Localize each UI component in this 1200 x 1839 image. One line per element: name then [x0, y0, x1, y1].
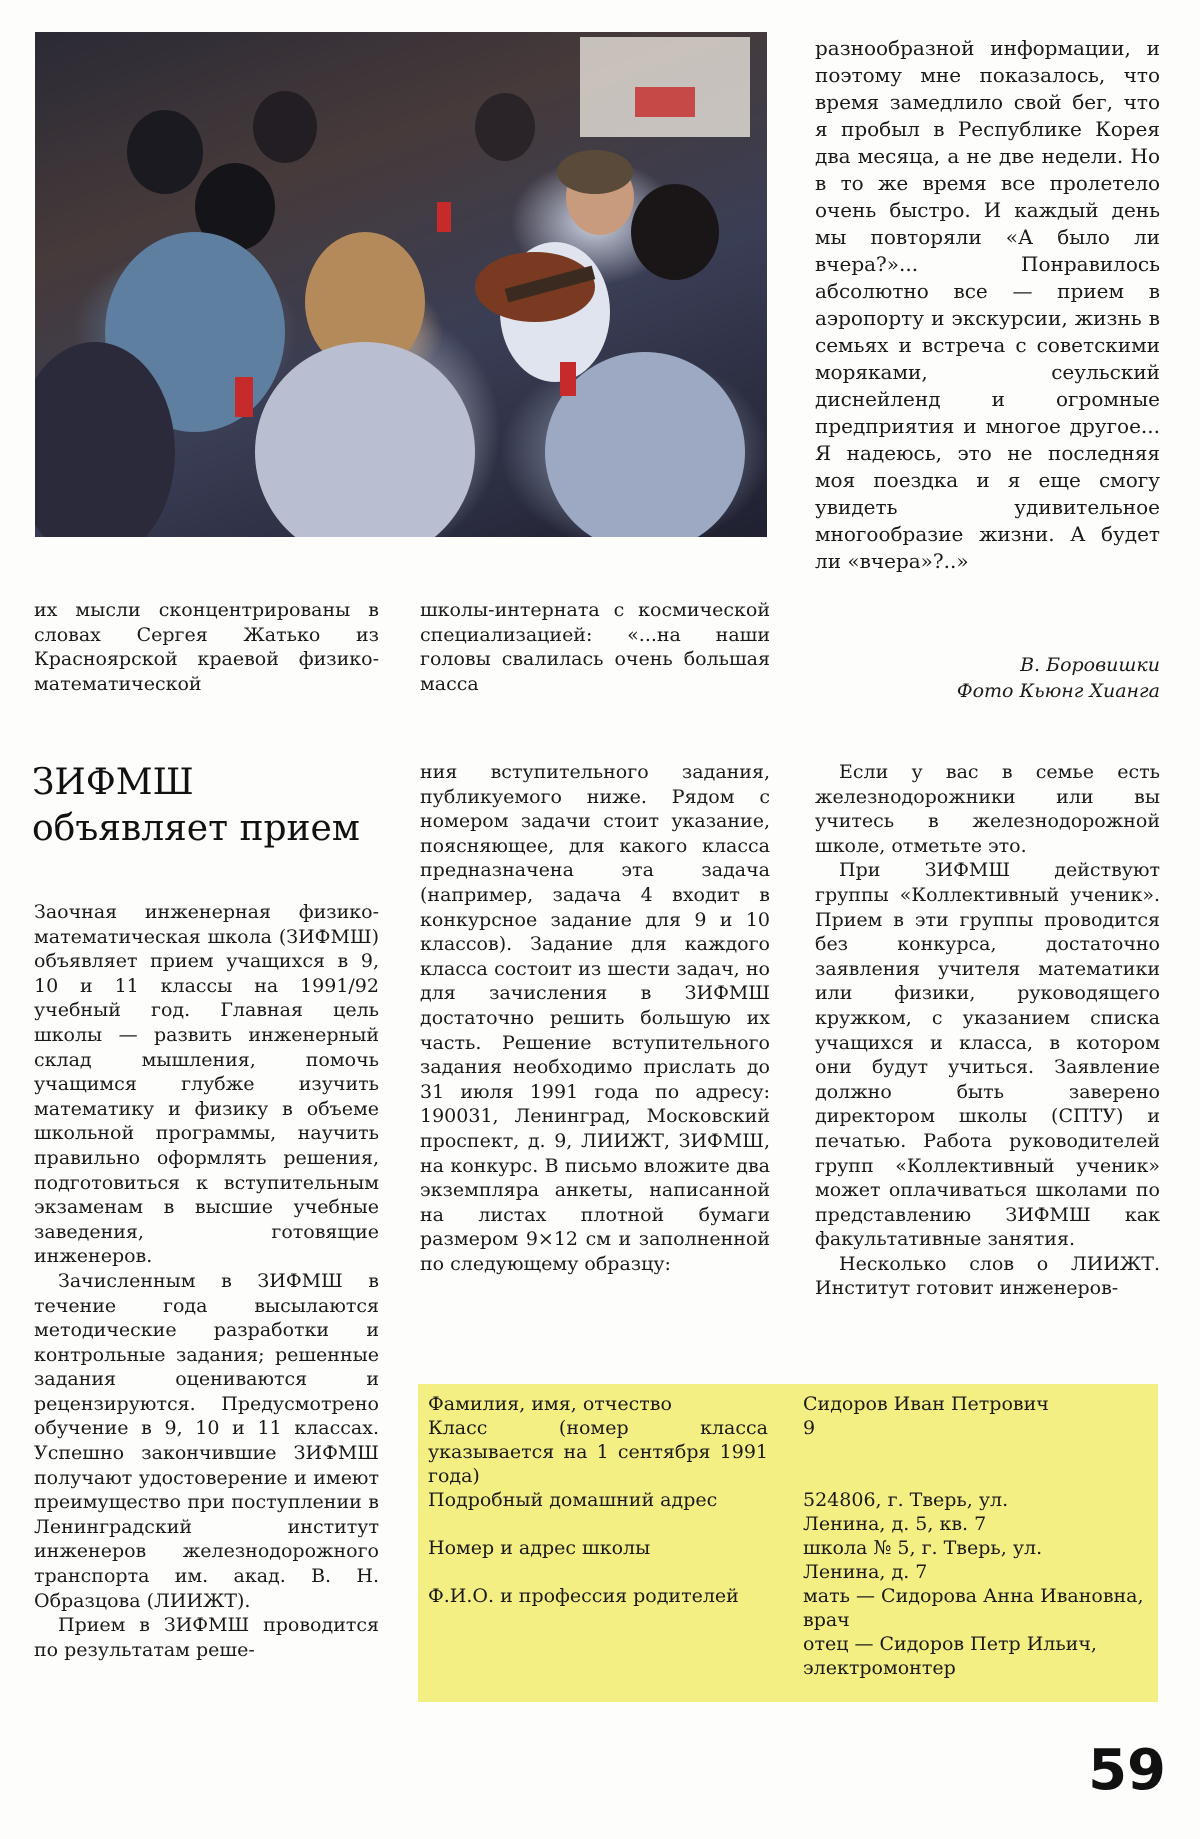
form-value-parents: мать — Сидорова Анна Ивановна, врач отец — Сидоров Петр Ильич, электромонтер [803, 1585, 1144, 1679]
article-col3-p3: Несколько слов о ЛИИЖТ. Институт готовит инженеров- [815, 1252, 1160, 1300]
form-label-address: Подробный домашний адрес [428, 1489, 718, 1511]
top-article-col2-text: школы-интерната с космической специализацией: «...на наши головы свалилась очень большая масса [420, 599, 770, 695]
form-value-name: Сидоров Иван Петрович [803, 1393, 1049, 1415]
photo-scene-icon [35, 32, 767, 537]
form-value-school: школа № 5, г. Тверь, ул. Ленина, д. 7 [803, 1537, 1043, 1583]
form-label-class: Класс (номер класса указывается на 1 сентября 1991 года) [428, 1417, 768, 1487]
photo-credit: Фото Кьюнг Хианга [956, 680, 1160, 702]
article-title-line2: объявляет прием [32, 808, 360, 849]
form-label-name: Фамилия, имя, отчество [428, 1393, 672, 1415]
form-value-class: 9 [803, 1417, 816, 1439]
page-number: 59 [1088, 1738, 1166, 1803]
top-article-col1-text: их мысли сконцентрированы в словах Сергея Жатько из Красноярской краевой физико-математической [34, 599, 379, 695]
author-signature [840, 652, 1160, 704]
article-col1 [34, 900, 379, 1662]
article-col3 [815, 760, 1160, 1301]
form-label-parents: Ф.И.О. и профессия родителей [428, 1585, 739, 1607]
article-col3-p1: Если у вас в семье есть железнодорожники или вы учитесь в железнодорожной школе, отметьте это. [815, 761, 1160, 857]
top-article-col2 [420, 598, 770, 696]
article-title-line1: ЗИФМШ [32, 762, 194, 803]
article-col3-p2: При ЗИФМШ действуют группы «Коллективный ученик». Прием в эти группы проводится без конкурса, достаточно заявления учителя математики или физики, руководящего кружком, с указанием списка учащихся и класса, в котором они будут учиться. Заявление должно быть заверено директором школы (СПТУ) и печатью. Работа руководителей групп «Коллективный ученик» может оплачиваться школами по представлению ЗИФМШ как факультативные занятия. [815, 859, 1160, 1251]
article-col1-p3: Прием в ЗИФМШ проводится по результатам реше- [34, 1614, 379, 1661]
article-col1-p1: Заочная инженерная физико-математическая школа (ЗИФМШ) объявляет прием учащихся в 9, 10 и 11 классы на 1991/92 учебный год. Главная цель школы — развить инженерный склад мышления, помочь учащимся глубже изучить математику и физику в объеме школьной программы, научить правильно оформлять решения, подготовиться к вступительным экзаменам в высшие учебные заведения, готовящие инженеров. [34, 901, 379, 1268]
article-title [32, 760, 392, 852]
article-col1-p2: Зачисленным в ЗИФМШ в течение года высылаются методические разработки и контрольные задания; решенные задания оцениваются и рецензируются. Предусмотрено обучение в 9, 10 и 11 классах. Успешно закончившие ЗИФМШ получают удостоверение и имеют преимущество при поступлении в Ленинградский институт инженеров железнодорожного транспорта им. акад. В. Н. Образцова (ЛИИЖТ). [34, 1269, 379, 1612]
photo-students-with-guitar [35, 32, 767, 537]
form-sample-box [418, 1384, 1158, 1702]
form-label-school: Номер и адрес школы [428, 1537, 651, 1559]
top-article-col3-text: разнообразной информации, и поэтому мне показалось, что время замедлило свой бег, что я пробыл в Республике Корея два месяца, а не две недели. Но в то же время все пролетело очень быстро. И каждый день мы повторяли «А было ли вчера?»... Понравилось абсолютно все — прием в аэропорту и экскурсии, жизнь в семьях и встреча с советскими моряками, сеульский диснейленд и огромные предприятия и многое другое... Я надеюсь, это не последняя моя поездка и я еще смогу увидеть удивительное многообразие жизни. А будет ли «вчера»?..» [815, 36, 1160, 573]
author-name: В. Боровишки [1020, 654, 1160, 676]
top-article-col1 [34, 598, 379, 696]
form-value-address: 524806, г. Тверь, ул. Ленина, д. 5, кв. 7 [803, 1489, 1009, 1535]
top-article-col3 [815, 35, 1160, 575]
article-col2 [420, 760, 770, 1276]
article-col2-p1: ния вступительного задания, публикуемого ниже. Рядом с номером задачи стоит указание, поясняющее, для какого класса предназначена эта задача (например, задача 4 входит в конкурсное задание для 9 и 10 классов). Задание для каждого класса состоит из шести задач, но для зачисления в ЗИФМШ достаточно решить большую их часть. Решение вступительного задания необходимо прислать до 31 июля 1991 года по адресу: 190031, Ленинград, Московский проспект, д. 9, ЛИИЖТ, ЗИФМШ, на конкурс. В письмо вложите два экземпляра анкеты, написанной на листах плотной бумаги размером 9×12 см и заполненной по следующему образцу: [420, 761, 770, 1275]
